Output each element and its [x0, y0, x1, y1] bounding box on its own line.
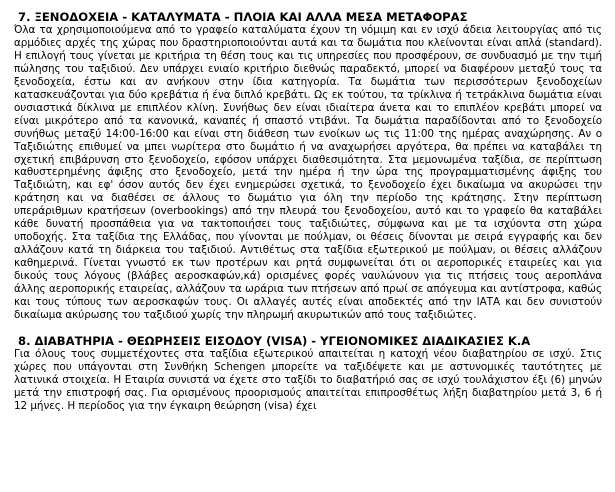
section-accommodation	[14, 10, 602, 322]
section-passports	[14, 334, 602, 413]
section-heading-passports: 8. ΔΙΑΒΑΤΗΡΙΑ - ΘΕΩΡΗΣΕΙΣ ΕΙΣΟΔΟΥ (VISA) - ΥΓΕΙΟΝΟΜΙΚΕΣ ΔΙΑΔΙΚΑΣΙΕΣ Κ.Α	[18, 333, 531, 348]
section-body-accommodation: Όλα τα χρησιμοποιούμενα από το γραφείο καταλύματα έχουν τη νόμιμη και εν ισχύ άδεια λειτουργίας από τις αρμόδιες αρχές της χώρας που δραστηριοποιούνται αυτά και τα δωμάτια που κλείνονται είναι απλά (standard). Η επιλογή τους γίνεται με κριτήρια τη θέση τους και τις υπηρεσίες που προσφέρουν, σε συνδυασμό με την τιμή πώλησης του ταξιδιού. Δεν υπάρχει ενιαίο κριτήριο διεθνώς παραδεκτό, μπορεί να διαφέρουν μεταξύ τους τα ξενοδοχεία, έστω και αν ανήκουν στην ίδια κατηγορία. Τα δωμάτια των περισσότερων ξενοδοχείων κατασκευάζονται για δύο κρεβάτια ή ένα διπλό κρεβάτι. Ως εκ τούτου, τα τρίκλινα ή τετράκλινα δωμάτια είναι ουσιαστικά δίκλινα με επιπλέον κλίνη. Συνήθως δεν είναι ιδιαίτερα άνετα και το επιπλέον κρεβάτι μπορεί να είναι μικρότερο από τα κανονικά, καναπές ή σπαστό ντιβάνι. Τα δωμάτια παραδίδονται από το ξενοδοχείο συνήθως μεταξύ 14:00-16:00 και είναι στη διάθεση των ενοίκων ως τις 11:00 της ημέρας αναχώρησης. Αν ο Ταξιδιώτης επιθυμεί να μπει νωρίτερα στο δωμάτιο ή να αναχωρήσει αργότερα, θα πρέπει να καταβάλει τη σχετική επιβάρυνση στο ξενοδοχείο, εφόσον υπάρχει διαθεσιμότητα. Στα μεμονωμένα ταξίδια, σε περίπτωση καθυστερημένης άφιξης στο ξενοδοχείο, μετά την ημέρα ή την ώρα της προγραμματισμένης άφιξης του Ταξιδιώτη, και εφ' όσον αυτός δεν έχει ενημερώσει σχετικά, το ξενοδοχείο έχει δικαίωμα να ακυρώσει την κράτηση και να διαθέσει σε άλλους το δωμάτιο για όλη την περίοδο της κράτησης. Στην περίπτωση υπεράριθμων κρατήσεων (overbookings) από την πλευρά του ξενοδοχείου, αυτό και το γραφείο θα καταβάλει κάθε δυνατή προσπάθεια για να τακτοποιήσει τους ταξιδιώτες, σύμφωνα και με τα ισχύοντα στη χώρα υποδοχής. Στα ταξίδια της Ελλάδας, που γίνονται με πούλμαν, οι θέσεις δίνονται με σειρά εγγραφής και δεν αλλάζουν κατά τη διάρκεια του ταξιδιού. Αντιθέτως στα ταξίδια εξωτερικού με πούλμαν, οι θέσεις αλλάζουν καθημερινά. Γίνεται γνωστό εκ των προτέρων και ρητά συμφωνείται ότι οι αεροπορικές εταιρείες και για δικούς τους λόγους (βλάβες αεροσκαφών,κά) ορισμένες φορές ναυλώνουν για τις πτήσεις τους αεροπλάνα άλλης αεροπορικής εταιρείας, αλλάζουν τα ωράρια των πτήσεων από πρωί σε απόγευμα και αντίστροφα, καθώς και τους τύπους των αεροσκαφών τους. Οι αλλαγές αυτές είναι αποδεκτές από την ΙΑΤΑ και δεν συνιστούν δικαίωμα ακύρωσης του ταξιδιού χωρίς την πληρωμή ακυρωτικών από τους ταξιδιώτες.	[14, 24, 602, 321]
section-body-passports: Για όλους τους συμμετέχοντες στα ταξίδια εξωτερικού απαιτείται η κατοχή νέου διαβατηρίου σε ισχύ. Στις χώρες που υπάγονται στη Συνθήκη Schengen μπορείτε να ταξιδέψετε και με αστυνομικές ταυτότητες με λατινικά στοιχεία. Η Εταιρία συνιστά να έχετε στο ταξίδι το διαβατήριό σας σε ισχύ τουλάχιστον έξι (6) μηνών μετά την επιστροφή σας. Για ορισμένους προορισμούς απαιτείται επιπροσθέτως λήξη διαβατηρίου μετά 3, 6 ή 12 μήνες. Η περίοδος για την έγκαιρη θεώρηση (visa) έχει	[14, 347, 602, 412]
document-page	[14, 10, 602, 413]
section-heading-accommodation: 7. ΞΕΝΟΔΟΧΕΙΑ - ΚΑΤΑΛΥΜΑΤΑ - ΠΛΟΙΑ ΚΑΙ ΑΛΛΑ ΜΕΣΑ ΜΕΤΑΦΟΡΑΣ	[18, 10, 468, 24]
